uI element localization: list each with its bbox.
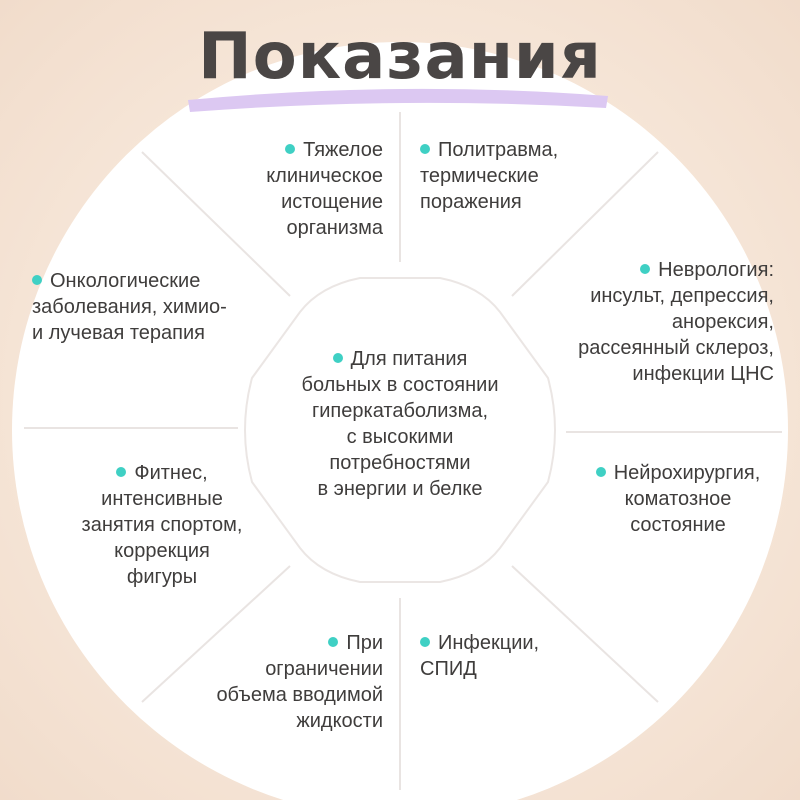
center-text [270,346,530,502]
text-line [566,486,790,512]
text-line-label: фигуры [126,566,198,588]
text-line [420,163,558,189]
text-line [578,361,774,387]
text-line-label: жидкости [296,710,383,732]
text-line-label: с высокими [346,426,454,448]
text-line-label: Политравма, [438,139,559,161]
text-line-label: состояние [630,514,726,536]
text-line [578,257,774,283]
text-line-label: коматозное [624,488,732,510]
text-line-label: рассеянный склероз, [578,337,774,359]
text-line-label: инсульт, депрессия, [590,285,774,307]
bullet-dot-icon [333,353,343,363]
text-line-label: заболевания, химио- [32,296,227,318]
segment-exhaustion [266,137,383,241]
text-line [578,335,774,361]
bullet-dot-icon [116,467,126,477]
segment-neurology [578,257,774,387]
segment-infections [420,630,539,682]
text-line-label: анорексия, [671,311,774,333]
text-line [266,215,383,241]
bullet-dot-icon [285,144,295,154]
text-line [50,564,274,590]
text-line-label: Для питания [350,348,468,370]
text-line-label: ограничении [265,658,383,680]
text-line [566,512,790,538]
bullet-dot-icon [32,275,42,285]
text-line-label: интенсивные [101,488,223,510]
page-title: Показания [198,20,602,94]
text-line-label: коррекция [114,540,210,562]
text-line-label: Онкологические [50,270,201,292]
bullet-dot-icon [420,637,430,647]
text-line [32,268,227,294]
text-line [420,656,539,682]
text-line [270,476,530,502]
bullet-dot-icon [328,637,338,647]
text-line [270,450,530,476]
segment-oncology [32,268,227,346]
text-line-label: объема вводимой [216,684,383,706]
text-line [50,460,274,486]
text-line [270,398,530,424]
bullet-dot-icon [596,467,606,477]
text-line [270,372,530,398]
text-line-label: Фитнес, [134,462,208,484]
bullet-dot-icon [640,264,650,274]
text-line-label: истощение [281,191,383,213]
text-line-label: организма [286,217,383,239]
segment-fluid [216,630,383,734]
text-line [420,630,539,656]
text-line-label: занятия спортом, [81,514,243,536]
text-line [50,512,274,538]
text-line-label: инфекции ЦНС [632,363,774,385]
text-line-label: Тяжелое [303,139,383,161]
text-line-label: СПИД [420,658,477,680]
text-line [266,163,383,189]
text-line [270,346,530,372]
text-line [266,137,383,163]
text-line [578,309,774,335]
text-line [266,189,383,215]
text-line [32,320,227,346]
text-line-label: Нейрохирургия, [613,462,761,484]
text-line [32,294,227,320]
text-line [420,189,558,215]
text-line-label: термические [420,165,539,187]
text-line [216,630,383,656]
text-line [420,137,558,163]
text-line-label: в энергии и белке [317,478,483,500]
text-line [270,424,530,450]
segment-neurosurgery [566,460,790,538]
text-line [566,460,790,486]
text-line-label: Неврология: [658,259,774,281]
text-line-label: гиперкатаболизма, [311,400,489,422]
text-line-label: и лучевая терапия [32,322,205,344]
text-line [216,682,383,708]
bullet-dot-icon [420,144,430,154]
text-line [50,486,274,512]
text-line-label: Инфекции, [438,632,540,654]
text-line-label: потребностями [329,452,471,474]
text-line-label: При [346,632,383,654]
text-line [578,283,774,309]
text-line-label: больных в состоянии [301,374,499,396]
text-line [50,538,274,564]
text-line [216,708,383,734]
text-line-label: клиническое [266,165,383,187]
text-line [216,656,383,682]
text-line-label: поражения [420,191,522,213]
segment-polytrauma [420,137,558,215]
segment-fitness [50,460,274,590]
